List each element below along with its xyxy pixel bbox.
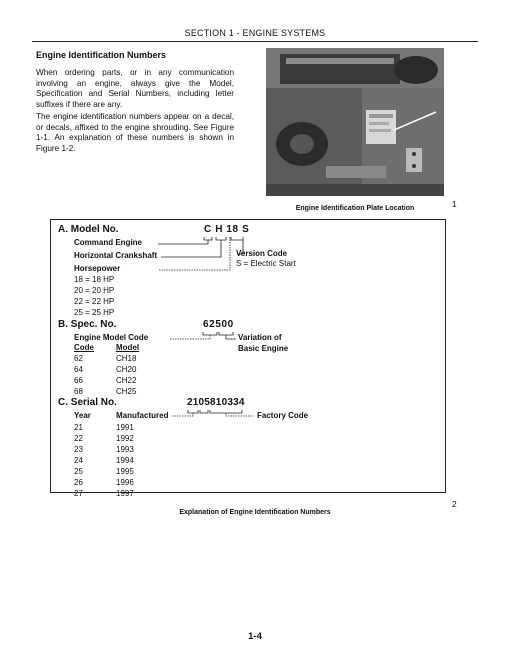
command-engine-label: Command Engine	[74, 238, 143, 247]
spec-row-code: 66	[74, 376, 83, 385]
spec-row-model: CH20	[116, 365, 137, 374]
serial-row-year: 26	[74, 478, 83, 487]
serial-row-manufactured: 1997	[116, 489, 134, 498]
manufactured-column-header: Manufactured	[116, 411, 169, 420]
spec-row-model: CH22	[116, 376, 137, 385]
model-heading: A. Model No.	[58, 224, 119, 235]
serial-row-manufactured: 1995	[116, 467, 134, 476]
spec-row-model: CH18	[116, 354, 137, 363]
serial-row-year: 25	[74, 467, 83, 476]
serial-row-manufactured: 1992	[116, 434, 134, 443]
spec-code: 62500	[203, 319, 234, 330]
serial-row-year: 27	[74, 489, 83, 498]
figure-2-caption: Explanation of Engine Identification Numbers	[179, 509, 331, 516]
serial-row-year: 22	[74, 434, 83, 443]
spec-row-code: 64	[74, 365, 83, 374]
variation-label-line-1: Variation of	[238, 333, 282, 342]
serial-row-manufactured: 1994	[116, 456, 134, 465]
factory-code-label: Factory Code	[257, 411, 309, 420]
horsepower-label: Horsepower	[74, 264, 121, 273]
spec-row-model: CH25	[116, 387, 137, 396]
spec-row-code: 68	[74, 387, 83, 396]
spec-row-code: 62	[74, 354, 83, 363]
serial-row-year: 24	[74, 456, 83, 465]
engine-model-code-label: Engine Model Code	[74, 333, 149, 342]
horsepower-value: 22 = 22 HP	[74, 297, 115, 306]
serial-row-year: 21	[74, 423, 83, 432]
serial-row-year: 23	[74, 445, 83, 454]
serial-row-manufactured: 1996	[116, 478, 134, 487]
year-column-header: Year	[74, 411, 91, 420]
horsepower-value: 18 = 18 HP	[74, 275, 115, 284]
page-header: SECTION 1 - ENGINE SYSTEMS	[184, 28, 326, 38]
serial-code: 2105810334	[187, 397, 245, 408]
model-code: C H 18 S	[204, 224, 250, 235]
horizontal-crankshaft-label: Horizontal Crankshaft	[74, 251, 158, 260]
horsepower-value: 25 = 25 HP	[74, 308, 115, 317]
page-number: 1-4	[248, 631, 262, 642]
intro-paragraph-2: The engine identification numbers appear on a decal, or decals, affixed to the engine shrouding. See Figure 1-1. An explanation of these numbers is shown in Figure 1-2.	[36, 112, 234, 153]
horsepower-value: 20 = 20 HP	[74, 286, 115, 295]
serial-row-manufactured: 1991	[116, 423, 134, 432]
code-column-header: Code	[74, 343, 94, 352]
version-code-value: S = Electric Start	[236, 259, 296, 268]
variation-label-line-2: Basic Engine	[238, 344, 289, 353]
section-title: Engine Identification Numbers	[36, 50, 167, 60]
serial-row-manufactured: 1993	[116, 445, 134, 454]
version-code-label: Version Code	[236, 249, 288, 258]
serial-heading: C. Serial No.	[58, 397, 117, 408]
model-column-header: Model	[116, 343, 140, 352]
intro-paragraph-1: When ordering parts, or in any communication involving an engine, always give the Model, Specification and Serial Numbers, including letter suffixes if there are any.	[36, 68, 234, 109]
spec-heading: B. Spec. No.	[58, 319, 117, 330]
figure-1-number: 1	[452, 199, 457, 209]
figure-2-number: 2	[452, 499, 457, 509]
figure-1-caption: Engine Identification Plate Location	[295, 205, 415, 212]
